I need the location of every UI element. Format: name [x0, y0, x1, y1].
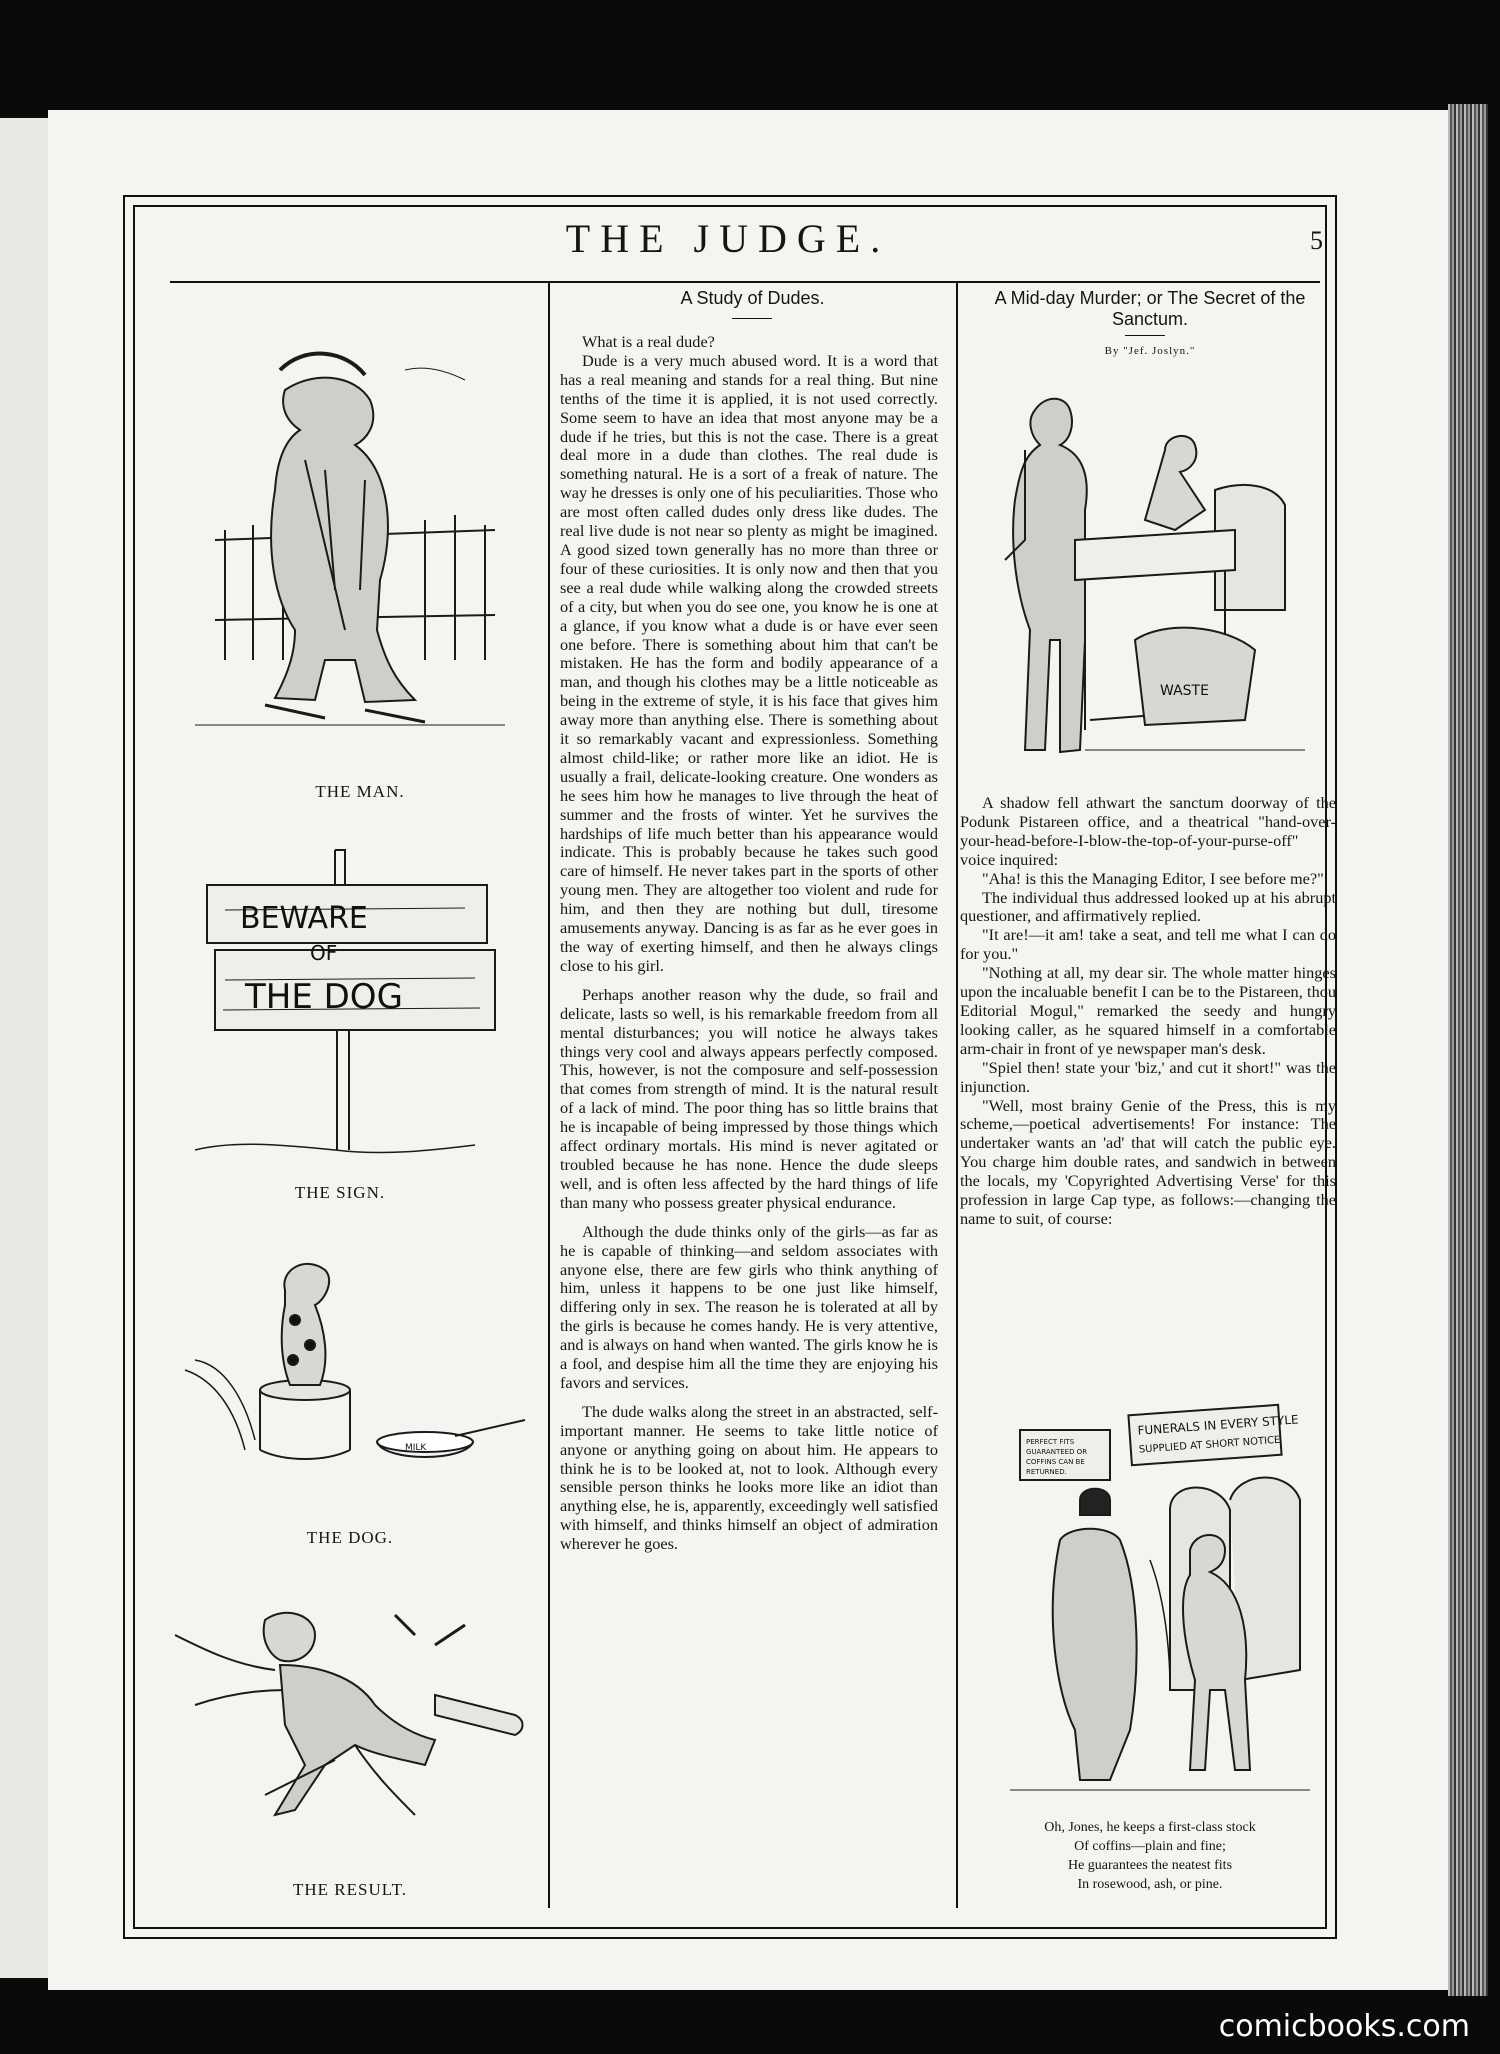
- masthead-rule: [170, 281, 1320, 283]
- paragraph: Dude is a very much abused word. It is a word that has a real meaning and stands for a real thing. But nine tenths of the time it is applied, it is not used correctly. Some seem to have an idea that most anyone may be a dude if he tries, but this is not the case. There is a great deal more in a dude than clothes. The real dude is something natural. He is a sort of a freak of nature. The way he dresses is only one of his peculiarities. Those who are most often called dudes only dress like dudes. The real live dude is not near so plenty as might be imagined. A good sized town generally has no more than three or four of these curiosities. It is only now and then that you see a real dude while walking along the crowded streets of a city, but when you do see one, you know he is one at a glance, if you know what a dude is or have ever seen one before. There is something about him that can't be mistaken. He has the form and bodily appearance of a man, and though his clothes may be a little noticeable as being in the extreme of style, it is his face that gives him away more than anything else. There is something about it so remarkably vacant and expressionless. Something almost child-like; or rather more like an idiot. He is usually a frail, delicate-looking creature. One wonders as he sees him how he manages to live through the heat of summer and the frosts of winter. Yet he survives the hardships of life much better than his appearance would indicate. This is probably because he takes such good care of himself. He never takes part in the sports of other young men. They are altogether too violent and rude for him, and then they are nothing but dull, tiresome amusements anyway. Dancing is as far as he ever goes in the way of exerting himself, and then he always clings close to his girl.: [560, 350, 938, 975]
- article-title-study-of-dudes: A Study of Dudes.: [680, 288, 825, 308]
- watermark: comicbooks.com: [1218, 2009, 1470, 2044]
- paragraph: Perhaps another reason why the dude, so frail and delicate, lasts so well, is his remarkable freedom from all mental disturbances; you will notice he always takes things very cool and always appears perfectly composed. This, however, is not the composure and self-possession that comes from strength of mind. It is the natural result of a lack of mind. The poor thing has so little brains that he is incapable of being impressed by those things which affect ordinary mortals. His mind is never agitated or troubled because he has none. Hence the dude sleeps well, and is often less affected by the hard things of life than many who possess greater physical endurance.: [560, 984, 938, 1212]
- article-title-mid-day-murder: A Mid-day Murder; or The Secret of the Sanctum.: [994, 288, 1306, 329]
- verse-caption: [960, 1818, 1340, 1894]
- page-number: 5: [1310, 226, 1323, 255]
- masthead-title: THE JUDGE.: [565, 216, 891, 261]
- illustration-undertaker-shop: [1000, 1390, 1320, 1810]
- verse-line: Oh, Jones, he keeps a first-class stock: [1044, 1820, 1256, 1835]
- illustration-the-man: [165, 330, 535, 750]
- verse-line: He guarantees the neatest fits: [1067, 1858, 1233, 1873]
- caption-the-result: THE RESULT.: [293, 1880, 407, 1899]
- illustration-the-dog: [185, 1250, 545, 1500]
- paragraph: "Nothing at all, my dear sir. The whole matter hinges upon the incaluable benefit I can be to the Pistareen, thou Editorial Mogul," remarked the seedy and hungry looking caller, as he squared himself in a comfortable arm-chair in front of ye newspaper man's desk.: [960, 963, 1336, 1058]
- paragraph: The dude walks along the street in an abstracted, self-important manner. He seems to take little notice of anyone or anything going on about him. He appears to think he is to be looked at, not to look. Although every sensible person thinks he looks more like an idiot than anything else, he is, apparently, exceedingly well satisfied with himself, and thinks himself an object of admiration wherever he goes.: [560, 1401, 938, 1554]
- verse-line: Of coffins—plain and fine;: [1074, 1839, 1226, 1854]
- bowl-label: MILK: [405, 1443, 427, 1453]
- caption-the-sign: THE SIGN.: [294, 1183, 386, 1202]
- page-stack-edges: [1448, 104, 1488, 1996]
- paragraph: A shadow fell athwart the sanctum doorway of the Podunk Pistareen office, and a theatrical "hand-over-your-head-before-I-blow-the-top-of-your-purse-off" voice inquired:: [960, 793, 1336, 869]
- article-body-mid-day-murder: [960, 794, 1336, 1229]
- illustration-the-sign: [195, 850, 495, 1170]
- shop-sign-line1: FUNERALS IN EVERY STYLE: [1137, 1412, 1300, 1438]
- column-divider-right: [956, 283, 958, 1908]
- waste-basket-label: WASTE: [1160, 683, 1209, 699]
- paragraph: "It are!—it am! take a seat, and tell me what I can do for you.": [960, 925, 1336, 964]
- small-sign-line2: GUARANTEED OR: [1026, 1448, 1088, 1456]
- article-body-study-of-dudes: [560, 333, 938, 1554]
- sign-text-the-dog: THE DOG: [245, 977, 403, 1017]
- small-sign-line3: COFFINS CAN BE: [1026, 1458, 1085, 1466]
- paragraph: "Well, most brainy Genie of the Press, this is my scheme,—poetical advertisements! For instance: The undertaker wants an 'ad' that will catch the public eye. You charge him double rates, and sandwich in between the locals, my 'Copyrighted Advertising Verse' for this profession in large Cap type, as follows:—changing the name to suit, of course:: [960, 1095, 1336, 1228]
- paragraph: The individual thus addressed looked up at his abrupt questioner, and affirmatively replied.: [960, 887, 1336, 926]
- illustration-editor-and-caller: [965, 390, 1335, 770]
- title-rule-middle: [732, 318, 772, 319]
- caption-the-man: THE MAN.: [315, 782, 405, 801]
- title-rule-right: [1125, 335, 1165, 336]
- paragraph: Although the dude thinks only of the girls—as far as he is capable of thinking—and seldom associates with anyone else, there are few girls who think anything of him, unless it happens to be one just like himself, differing only in sex. The reason he is tolerated at all by the girls is because he comes handy. He is very attentive, and is always on hand when wanted. The girls know he is a fool, and despise him all the time they are enjoying his favors and services.: [560, 1221, 938, 1392]
- caption-the-dog: THE DOG.: [306, 1528, 394, 1547]
- byline: By "Jef. Joslyn.": [1104, 345, 1196, 357]
- verse-line: In rosewood, ash, or pine.: [1077, 1877, 1223, 1892]
- paragraph: What is a real dude?: [582, 332, 715, 351]
- shop-sign-line2: SUPPLIED AT SHORT NOTICE: [1138, 1434, 1281, 1456]
- sign-text-of: OF: [310, 941, 338, 965]
- paragraph: "Aha! is this the Managing Editor, I see before me?": [982, 868, 1324, 888]
- paragraph: "Spiel then! state your 'biz,' and cut it short!" was the injunction.: [960, 1057, 1336, 1096]
- small-sign-line4: RETURNED.: [1026, 1468, 1067, 1476]
- illustration-the-result: [175, 1595, 555, 1845]
- sign-text-beware: BEWARE: [240, 901, 368, 936]
- small-sign-line1: PERFECT FITS: [1026, 1438, 1075, 1446]
